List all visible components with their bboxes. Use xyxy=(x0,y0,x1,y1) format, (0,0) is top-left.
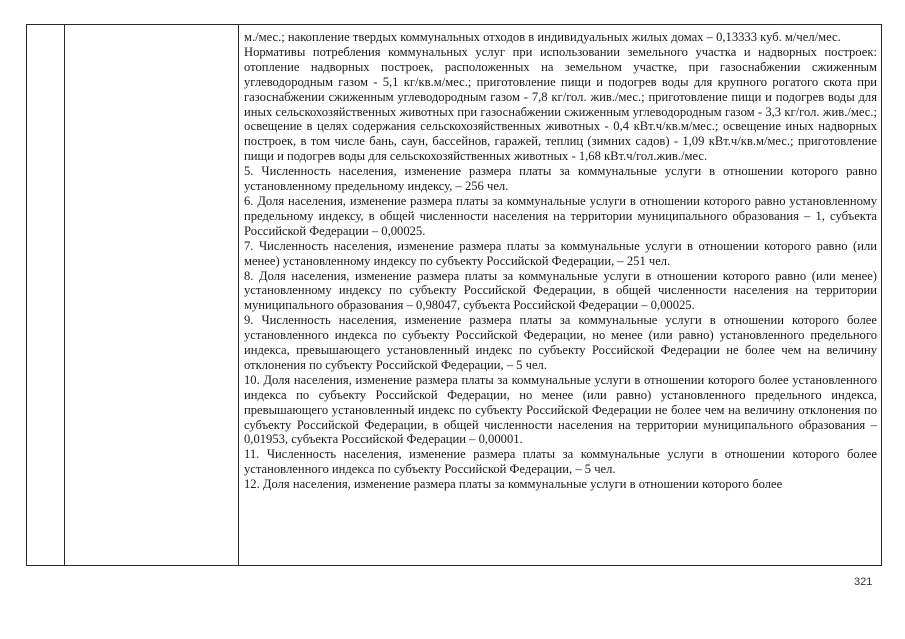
table-left-border xyxy=(26,24,27,565)
paragraph: 10. Доля населения, изменение размера платы за коммунальные услуги в отношении которого более установленного индекса по субъекту Российской Федерации, но менее (или равно) установленного предельного индекса, превышающего установленный индекс по субъекту Российской Федерации не более чем на величину отклонения по субъекту Российской Федерации, в общей численности населения на территории муниципального образования – 0,01953, субъекта Российской Федерации – 0,00001. xyxy=(244,372,877,447)
table-top-border xyxy=(26,24,882,25)
paragraph: 5. Численность населения, изменение размера платы за коммунальные услуги в отношении которого равно установленному предельному индексу, – 256 чел. xyxy=(244,164,877,194)
paragraph: 8. Доля населения, изменение размера платы за коммунальные услуги в отношении которого равно (или менее) установленному индексу по субъекту Российской Федерации, в общей численности населения на территории муниципального образования – 0,98047, субъекта Российской Федерации – 0,00025. xyxy=(244,268,877,313)
table-column-divider xyxy=(238,24,239,565)
table-cell-content xyxy=(244,30,877,568)
table-right-border xyxy=(881,24,882,565)
paragraph: м./мес.; накопление твердых коммунальных отходов в индивидуальных жилых домах – 0,13333 куб. м/чел/мес. xyxy=(244,30,841,44)
page-number: 321 xyxy=(854,576,873,588)
paragraph: 12. Доля населения, изменение размера платы за коммунальные услуги в отношении которого более xyxy=(244,477,783,492)
paragraph: Нормативы потребления коммунальных услуг при использовании земельного участка и надворных построек: отопление надворных построек, расположенных на земельном участке, при газоснабжении сжиженным углеводородным газом - 5,1 кг/кв.м/мес.; приготовление пищи и подогрев воды для крупного рогатого скота при газоснабжении сжиженным углеводородным газом - 7,8 кг/гол. жив./мес.; приготовление пищи и подогрев воды для иных сельскохозяйственных животных при газоснабжении сжиженным углеводородным газом - 3,3 кг/гол. жив./мес.; освещение в целях содержания сельскохозяйственных животных - 0,4 кВт.ч/кв.м/мес.; освещение иных надворных построек, в том числе бань, саун, бассейнов, гаражей, теплиц (зимних садов) - 1,09 кВт.ч/кв.м/мес.; приготовление пищи и подогрев воды для сельскохозяйственных животных - 1,68 кВт.ч/гол.жив./мес. xyxy=(244,44,877,164)
paragraph: 9. Численность населения, изменение размера платы за коммунальные услуги в отношении которого более установленного индекса по субъекту Российской Федерации, но менее (или равно) установленного предельного индекса, превышающего установленный индекс по субъекту Российской Федерации не более чем на величину отклонения по субъекту Российской Федерации, – 5 чел. xyxy=(244,313,877,372)
paragraph: 7. Численность населения, изменение размера платы за коммунальные услуги в отношении которого равно (или менее) установленному индексу по субъекту Российской Федерации, – 251 чел. xyxy=(244,238,877,268)
table-column-divider xyxy=(64,24,65,565)
paragraph: 6. Доля населения, изменение размера платы за коммунальные услуги в отношении которого равно установленному предельному индексу, в общей численности населения на территории муниципального образования – 1, субъекта Российской Федерации – 0,00025. xyxy=(244,193,877,238)
paragraph: 11. Численность населения, изменение размера платы за коммунальные услуги в отношении которого более установленного индекса по субъекту Российской Федерации, – 5 чел. xyxy=(244,447,877,477)
